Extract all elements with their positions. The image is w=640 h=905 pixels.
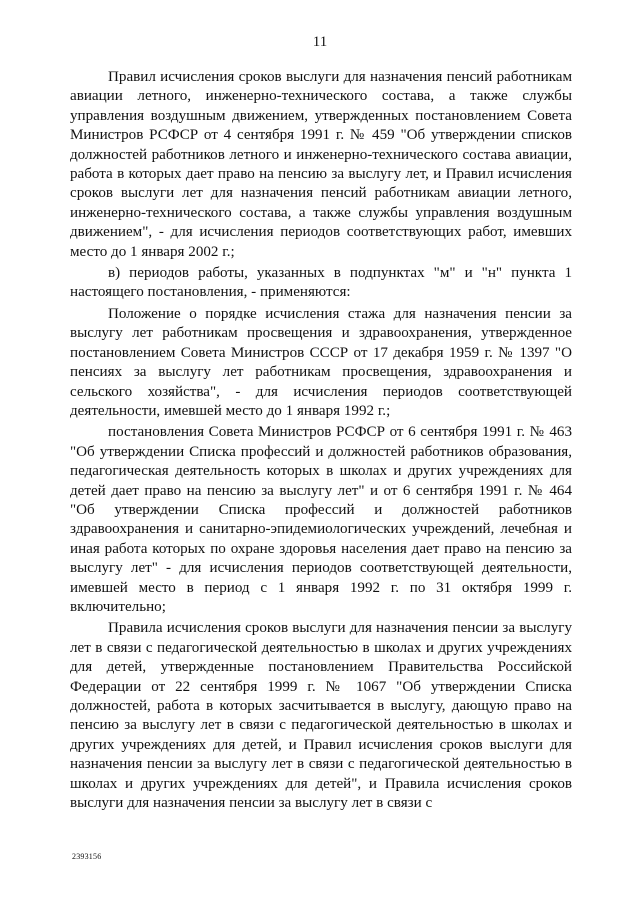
paragraph-aviation-rules: Правил исчисления сроков выслуги для назначения пенсий работникам авиации летного, инженерно-технического состава, а также службы управления воздушным движением, утвержденных постановлением Совета Министров РСФСР от 4 сентября 1991 г. № 459 "Об утверждении списков должностей работников летного и инженерно-технического состава авиации, работа в которых дает право на пенсию за выслугу лет, и Правил исчисления сроков выслуги лет для назначения пенсий работникам авиации летного, инженерно-технического состава, а также службы управления воздушным движением", - для исчисления периодов соответствующих работ, имевших место до 1 января 2002 г.; — [70, 69, 572, 260]
document-body — [70, 68, 572, 813]
paragraph-rsfsr-1991-decrees: постановления Совета Министров РСФСР от 6 сентября 1991 г. № 463 "Об утверждении Списка профессий и должностей работников образования, педагогическая деятельность которых в школах и других учреждениях для детей дает право на пенсию за выслугу лет" и от 6 сентября 1991 г. № 464 "Об утверждении Списка профессий и должностей работников здравоохранения и санитарно-эпидемиологических учреждений, лечебная и иная работа которых по охране здоровья населения дает право на пенсию за выслугу лет" - для исчисления периодов соответствующей деятельности, имевшей место в период с 1 января 1992 г. по 31 октября 1999 г. включительно; — [70, 424, 572, 615]
paragraph-pedagogical-rules-1999: Правила исчисления сроков выслуги для назначения пенсии за выслугу лет в связи с педагогической деятельностью в школах и других учреждениях для детей, утвержденные постановлением Правительства Российской Федерации от 22 сентября 1999 г. № 1067 "Об утверждении Списка должностей, работа в которых засчитывается в выслугу, дающую право на пенсию за выслугу лет в связи с педагогической деятельностью в школах и других учреждениях для детей, и Правил исчисления сроков выслуги для назначения пенсии за выслугу лет в связи с педагогической деятельностью в школах и других учреждениях для детей", и Правила исчисления сроков выслуги для назначения пенсии за выслугу лет в связи с — [70, 620, 572, 812]
page-number: 11 — [312, 34, 328, 50]
paragraph-subclause-v: в) периодов работы, указанных в подпунктах "м" и "н" пункта 1 настоящего постановления, - применяются: — [70, 265, 572, 301]
document-id: 2393156 — [72, 852, 102, 861]
paragraph-education-health-1959: Положение о порядке исчисления стажа для назначения пенсии за выслугу лет работникам просвещения и здравоохранения, утвержденное постановлением Совета Министров СССР от 17 декабря 1959 г. № 1397 "О пенсиях за выслугу лет работникам просвещения, здравоохранения и сельского хозяйства", - для исчисления периодов соответствующей деятельности, имевшей место до 1 января 1992 г.; — [70, 305, 572, 419]
